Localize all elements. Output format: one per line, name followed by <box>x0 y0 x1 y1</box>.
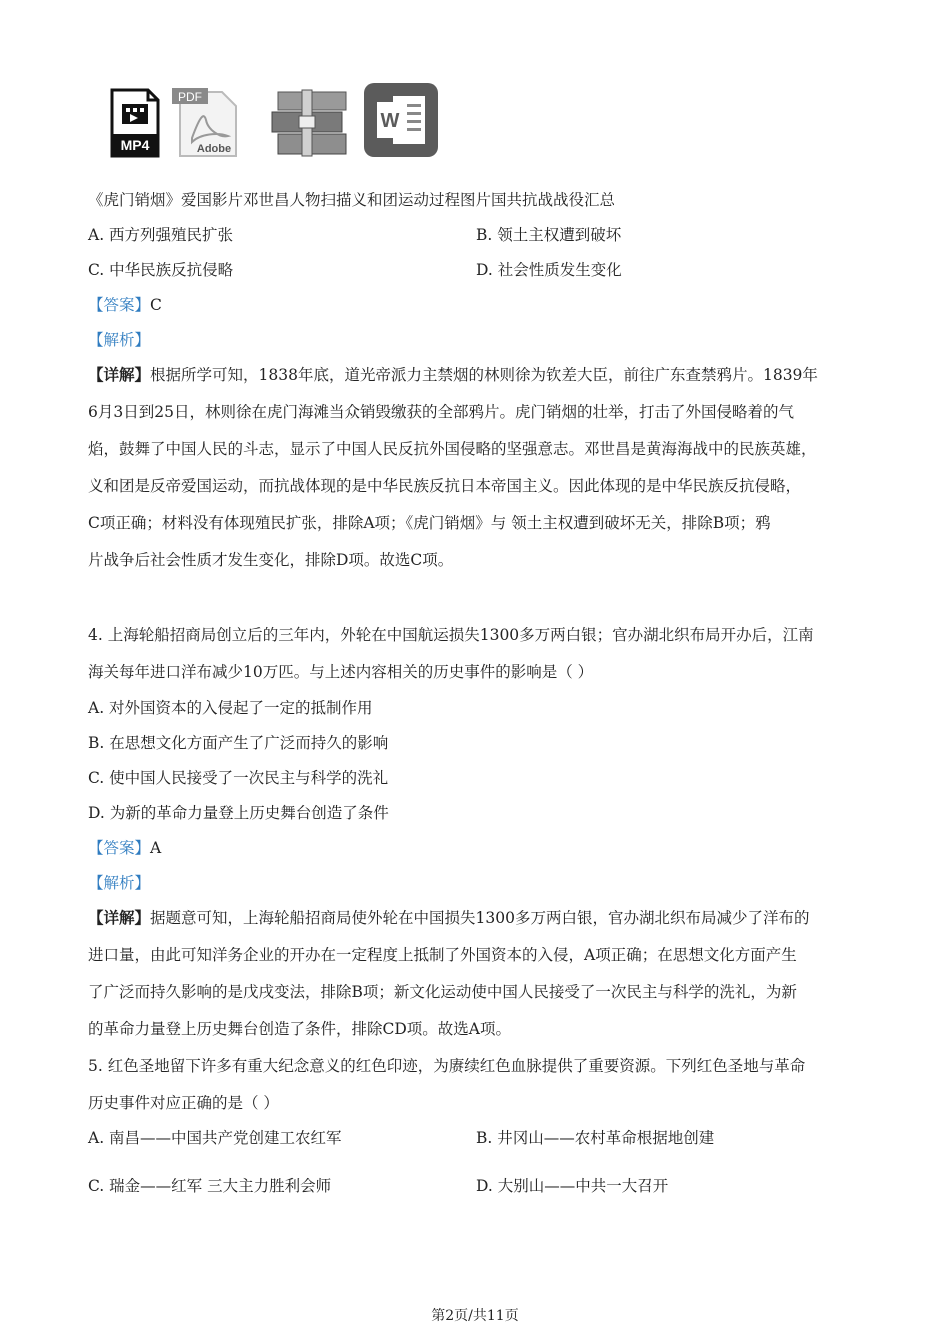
q3-detail-line: 片战争后社会性质才发生变化，排除D项。故选C项。 <box>88 551 454 569</box>
q4-option-b: B. 在思想文化方面产生了广泛而持久的影响 <box>88 734 389 752</box>
archive-books-icon <box>268 86 350 162</box>
q5-option-c: C. 瑞金——红军 三大主力胜利会师 <box>88 1177 332 1195</box>
q3-detail-line: 6月3日到25日，林则徐在虎门海滩当众销毁缴获的全部鸦片。虎门销烟的壮举，打击了外国侵略着的气 <box>88 403 794 421</box>
pdf-file-icon <box>170 86 240 162</box>
q4-option-a: A. 对外国资本的入侵起了一定的抵制作用 <box>88 699 373 717</box>
svg-text:Adobe: Adobe <box>196 143 232 155</box>
q4-answer <box>88 838 161 858</box>
q4-option-d: D. 为新的革命力量登上历史舞台创造了条件 <box>88 804 389 822</box>
q3-option-c: C. 中华民族反抗侵略 <box>88 261 234 279</box>
q4-stem <box>88 617 863 691</box>
q4-option-c: C. 使中国人民接受了一次民主与科学的洗礼 <box>88 769 389 787</box>
q5-option-a: A. 南昌——中国共产党创建工农红军 <box>88 1129 342 1147</box>
q4-stem-line: 海关每年进口洋布减少10万匹。与上述内容相关的历史事件的影响是（ ） <box>88 663 594 681</box>
q4-detail-line: 的革命力量登上历史舞台创造了条件，排除CD项。故选A项。 <box>88 1020 511 1038</box>
answer-value: A <box>150 839 162 857</box>
q3-option-d: D. 社会性质发生变化 <box>476 261 622 279</box>
answer-label: 【答案】 <box>88 839 151 857</box>
q3-detail <box>88 356 863 579</box>
q5-stem-line: 历史事件对应正确的是（ ） <box>88 1094 279 1112</box>
answer-value: C <box>150 296 162 314</box>
page-number: 第2页/共11页 <box>431 1308 519 1324</box>
q3-detail-line: C项正确；材料没有体现殖民扩张，排除A项；《虎门销烟》与 领土主权遭到破坏无关，排除B项；鸦 <box>88 514 771 532</box>
q5-stem-line: 5. 红色圣地留下许多有重大纪念意义的红色印迹，为赓续红色血脉提供了重要资源。下列红色圣地与革命 <box>88 1057 806 1075</box>
q4-analysis-label: 【解析】 <box>88 874 151 892</box>
detail-label: 【详解】 <box>88 908 151 927</box>
answer-label: 【答案】 <box>88 296 151 314</box>
q4-detail-line: 进口量，由此可知洋务企业的开办在一定程度上抵制了外国资本的入侵，A项正确；在思想文化方面产生 <box>88 946 797 964</box>
q5-stem <box>88 1048 863 1122</box>
q3-answer <box>88 295 162 315</box>
q4-stem-line: 4. 上海轮船招商局创立后的三年内，外轮在中国航运损失1300多万两白银；官办湖北织布局开办后，江南 <box>88 626 814 644</box>
q5-option-d: D. 大别山——中共一大召开 <box>476 1177 669 1195</box>
mp4-file-icon <box>108 80 162 162</box>
detail-label: 【详解】 <box>88 365 151 384</box>
svg-text:W: W <box>380 110 400 132</box>
q3-detail-line: 【详解】根据所学可知，1838年底，道光帝派力主禁烟的林则徐为钦差大臣，前往广东查禁鸦片。1839年 <box>88 365 818 384</box>
q3-detail-line: 义和团是反帝爱国运动，而抗战体现的是中华民族反抗日本帝国主义。因此体现的是中华民族反抗侵略， <box>88 477 802 495</box>
word-document-icon <box>363 82 439 162</box>
q3-option-b: B. 领土主权遭到破坏 <box>476 226 622 244</box>
svg-text:MP4: MP4 <box>120 137 150 153</box>
q4-detail <box>88 899 863 1048</box>
q3-detail-line: 焰，鼓舞了中国人民的斗志，显示了中国人民反抗外国侵略的坚强意志。邓世昌是黄海海战中的民族英雄， <box>88 440 817 458</box>
q3-material: 《虎门销烟》爱国影片邓世昌人物扫描义和团运动过程图片国共抗战战役汇总 <box>88 191 616 209</box>
q5-option-b: B. 井冈山——农村革命根据地创建 <box>476 1129 715 1147</box>
svg-text:PDF: PDF <box>178 90 202 104</box>
q4-detail-line: 了广泛而持久影响的是戊戌变法，排除B项；新文化运动使中国人民接受了一次民主与科学的洗礼，为新 <box>88 983 797 1001</box>
q3-option-a: A. 西方列强殖民扩张 <box>88 226 234 244</box>
q3-analysis-label: 【解析】 <box>88 331 151 349</box>
q4-detail-line: 【详解】据题意可知，上海轮船招商局使外轮在中国损失1300多万两白银，官办湖北织布局减少了洋布的 <box>88 908 810 927</box>
